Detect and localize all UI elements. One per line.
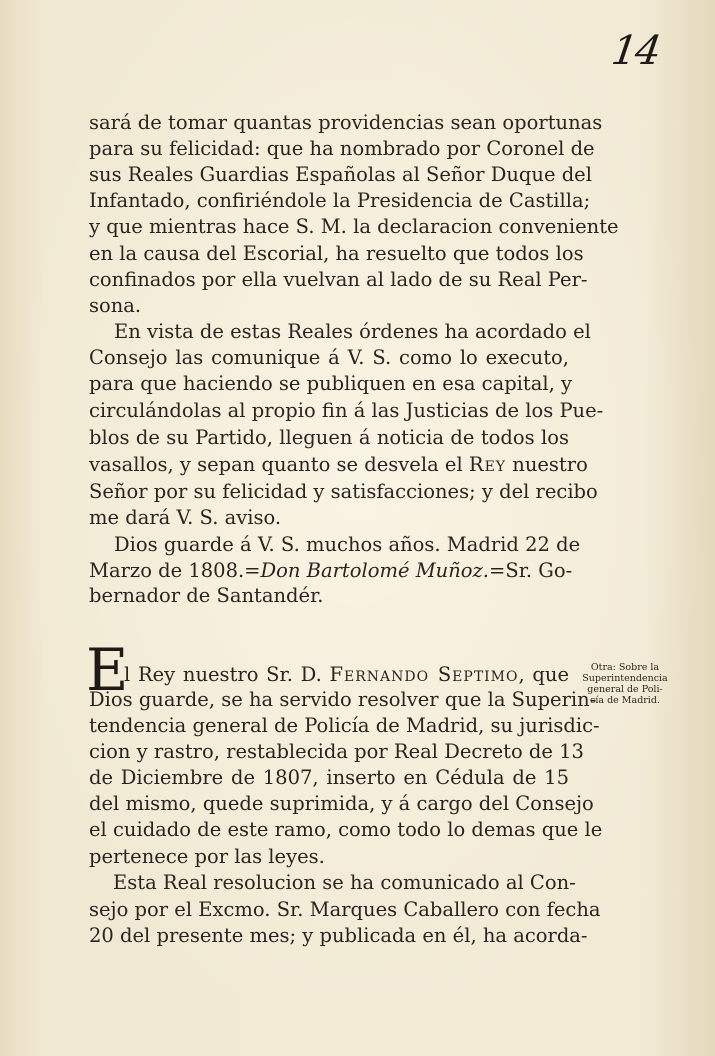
margin-note-line: Superintendencia — [582, 673, 668, 684]
body-line: sejo por el Excmo. Sr. Marques Caballero con fecha — [89, 898, 601, 921]
body-text: l Rey nuestro Sr. D. — [124, 663, 322, 686]
body-line — [89, 451, 588, 479]
body-line: Esta Real resolucion se ha comunicado al Con- — [113, 871, 576, 894]
date-text: Marzo de 1808. — [89, 559, 245, 582]
body-line: Dios guarde, se ha servido resolver que la Superin- — [89, 688, 597, 711]
small-caps-rey: Rey — [468, 453, 507, 476]
body-line: pertenece por las leyes. — [89, 845, 325, 868]
body-line: sará de tomar quantas providencias sean oportunas — [89, 111, 603, 134]
body-line: confinados por ella vuelvan al lado de su Real Per- — [89, 268, 588, 291]
body-text: vasallos, y sepan quanto se desvela el — [89, 453, 463, 476]
body-line — [124, 661, 569, 689]
body-line: Infantado, confiriéndole la Presidencia de Castilla; — [89, 189, 591, 212]
body-line: En vista de estas Reales órdenes ha acordado el — [114, 320, 591, 343]
body-line: cion y rastro, restablecida por Real Decreto de 13 — [89, 740, 584, 763]
margin-note-line: general de Poli- — [587, 684, 663, 695]
body-line: en la causa del Escorial, ha resuelto que todos los — [89, 242, 584, 265]
body-line: para que haciendo se publiquen en esa capital, y — [89, 372, 573, 395]
signatory-name: Don Bartolomé Muñoz. — [260, 559, 490, 582]
page-number: 14 — [608, 28, 663, 74]
body-line: de Diciembre de 1807, inserto en Cédula de 15 — [89, 766, 569, 789]
closing-line: Dios guarde á V. S. muchos años. Madrid 22 de — [114, 533, 581, 556]
body-line: sona. — [89, 294, 142, 317]
body-line: Consejo las comunique á V. S. como lo executo, — [89, 346, 569, 369]
body-line: 20 del presente mes; y publicada en él, ha acorda- — [89, 924, 588, 947]
small-caps-name: Fernando Septimo — [329, 663, 519, 686]
body-line: tendencia general de Policía de Madrid, su jurisdic- — [89, 714, 600, 737]
body-text: nuestro — [512, 453, 588, 476]
body-line: y que mientras hace S. M. la declaracion conveniente — [89, 215, 619, 238]
closing-line: bernador de Santandér. — [89, 584, 324, 607]
body-line: para su felicidad: que ha nombrado por Coronel de — [89, 137, 595, 160]
margin-note-line: cía de Madrid. — [590, 695, 660, 706]
body-line: sus Reales Guardias Españolas al Señor Duque del — [89, 163, 592, 186]
drop-cap: E — [86, 636, 129, 704]
body-line: circulándolas al propio fin á las Justicias de los Pue- — [89, 399, 604, 422]
margin-note-line: Otra: Sobre la — [590, 662, 660, 673]
body-line: el cuidado de este ramo, como todo lo demas que le — [89, 818, 603, 841]
separator: = — [244, 559, 261, 582]
body-line: blos de su Partido, lleguen á noticia de todos los — [89, 426, 569, 449]
body-line: Señor por su felicidad y satisfacciones; y del recibo — [89, 480, 598, 503]
body-line: del mismo, quede suprimida, y á cargo del Consejo — [89, 792, 594, 815]
body-line: me dará V. S. aviso. — [89, 506, 282, 529]
closing-signature-line — [89, 557, 573, 585]
addressee-text: =Sr. Go- — [489, 559, 573, 582]
body-text: , que — [518, 663, 569, 686]
